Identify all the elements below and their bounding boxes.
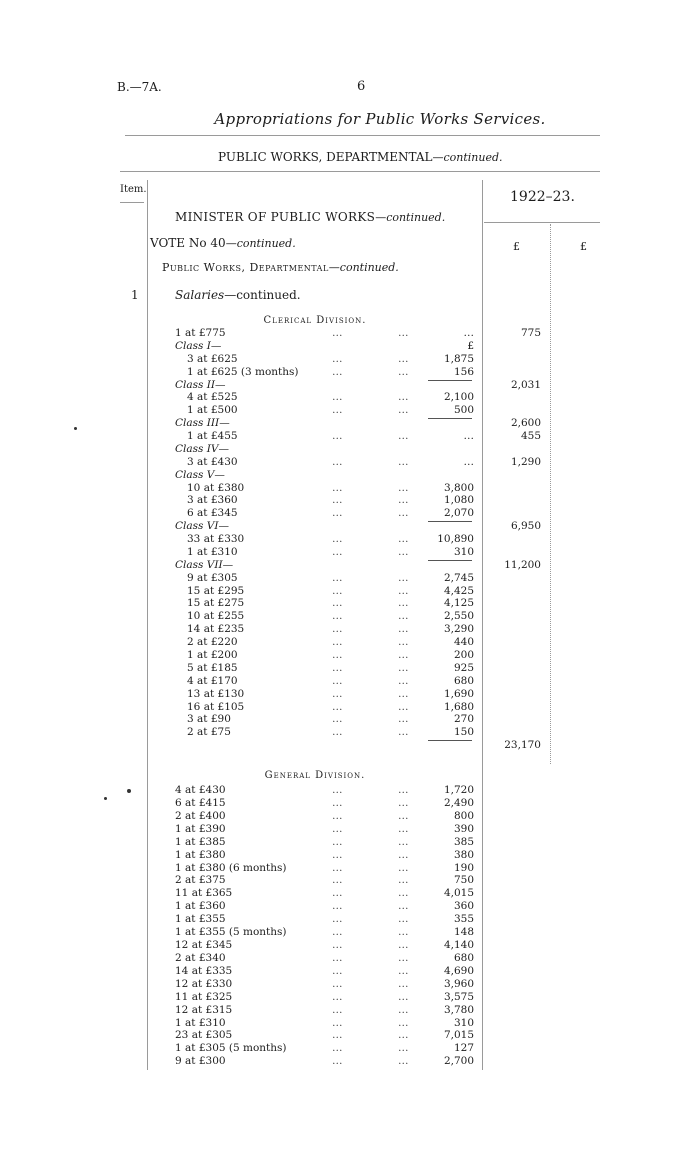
leader-dots: … [332, 687, 345, 700]
leader-dots: … [398, 571, 411, 584]
table-row [0, 469, 700, 482]
table-row [0, 353, 700, 366]
table-row [0, 572, 700, 585]
leader-dots: … [398, 990, 411, 1003]
leader-dots: … [332, 874, 345, 887]
year-header-rule [484, 222, 600, 223]
sum-rule [428, 521, 472, 522]
item-header-rule [120, 202, 144, 203]
minister-heading [175, 210, 445, 224]
subtotal-amount: 2,600 [510, 417, 541, 430]
subtotal-amount: 6,950 [510, 520, 541, 533]
leader-dots: … [332, 809, 345, 822]
item-number: 1 [131, 288, 139, 302]
leader-dots: … [332, 545, 345, 558]
leader-dots: … [332, 365, 345, 378]
table-row [0, 1029, 700, 1042]
leader-dots: … [332, 1042, 345, 1055]
sum-rule [428, 380, 472, 381]
table-row [0, 494, 700, 507]
line-amount: 750 [453, 874, 474, 887]
leader-dots: … [332, 391, 345, 404]
salary-line-label: 1 at £355 (5 months) [175, 926, 287, 939]
page-subtitle [218, 150, 503, 164]
leader-dots: … [398, 874, 411, 887]
leader-dots: … [332, 674, 345, 687]
salary-line-label: 1 at £310 [187, 545, 238, 558]
line-amount: 4,140 [443, 939, 474, 952]
line-amount: 148 [453, 926, 474, 939]
leader-dots: … [398, 822, 411, 835]
line-amount: 360 [453, 900, 474, 913]
salary-line-label: 1 at £200 [187, 649, 238, 661]
table-row [0, 585, 700, 598]
salary-line-label: 6 at £415 [175, 796, 226, 809]
table-row [0, 739, 700, 752]
table-row [0, 1055, 700, 1068]
table-row [0, 965, 700, 978]
leader-dots: … [398, 977, 411, 990]
line-amount: 385 [453, 835, 474, 848]
leader-dots: … [332, 977, 345, 990]
table-row [0, 623, 700, 636]
line-amount: 390 [453, 822, 474, 835]
leader-dots: … [398, 951, 411, 964]
leader-dots: … [332, 939, 345, 952]
clerical-division-heading: Clerical Division. [263, 315, 367, 326]
salary-line-label: 1 at £360 [175, 900, 226, 913]
line-amount: 4,125 [443, 597, 474, 610]
table-row [0, 887, 700, 900]
table-row [0, 610, 700, 623]
table-row [0, 662, 700, 675]
leader-dots: … [332, 404, 345, 417]
subtotal-amount: 11,200 [504, 558, 541, 571]
leader-dots: … [398, 784, 411, 796]
leader-dots: … [332, 1016, 345, 1029]
leader-dots: … [398, 1003, 411, 1016]
leader-dots: … [398, 481, 411, 494]
table-top-rule [120, 171, 600, 172]
salary-line-label: 14 at £235 [187, 623, 245, 636]
subtotal-amount: 23,170 [504, 739, 541, 752]
leader-dots: … [332, 990, 345, 1003]
leader-dots: … [332, 623, 345, 636]
salary-line-label: 2 at £400 [175, 809, 226, 822]
item-column-header: Item. [120, 184, 147, 195]
line-amount: 3,780 [443, 1003, 474, 1016]
table-row [0, 810, 700, 823]
leader-dots: … [398, 365, 411, 378]
salary-line-label: 1 at £380 (6 months) [175, 861, 287, 874]
salary-line-label: 3 at £625 [187, 352, 238, 365]
table-row [0, 978, 700, 991]
table-row [0, 533, 700, 546]
leader-dots: … [398, 327, 411, 339]
leader-dots: … [398, 352, 411, 365]
leader-dots: … [398, 494, 411, 507]
class-heading: Class VI— [175, 520, 229, 533]
leader-dots: … [398, 1042, 411, 1055]
table-row [0, 726, 700, 739]
leader-dots: … [332, 507, 345, 520]
leader-dots: … [398, 584, 411, 597]
table-row [0, 520, 700, 533]
line-amount: 380 [453, 848, 474, 861]
line-amount: 1,680 [443, 700, 474, 713]
table-row [0, 675, 700, 688]
leader-dots: … [398, 900, 411, 913]
line-amount: 680 [453, 674, 474, 687]
table-row [0, 507, 700, 520]
minister-heading-main: MINISTER OF PUBLIC WORKS [175, 210, 376, 224]
line-amount: 200 [453, 649, 474, 661]
line-amount: … [463, 430, 474, 443]
table-row [0, 784, 700, 797]
class-heading: Class I— [175, 339, 222, 352]
table-row [0, 636, 700, 649]
salaries-heading-main: Salaries [175, 288, 225, 302]
leader-dots: … [332, 481, 345, 494]
salary-line-label: 12 at £330 [175, 977, 233, 990]
leader-dots: … [332, 430, 345, 443]
salary-line-label: 1 at £625 (3 months) [187, 365, 299, 378]
line-amount: 2,490 [443, 796, 474, 809]
salary-line-label: 5 at £185 [187, 661, 238, 674]
salary-line-label: 2 at £220 [187, 636, 238, 649]
table-row [0, 926, 700, 939]
leader-dots: … [332, 726, 345, 739]
class-heading: Class III— [175, 417, 230, 430]
leader-dots: … [398, 610, 411, 623]
salary-line-label: 14 at £335 [175, 964, 233, 977]
leader-dots: … [332, 887, 345, 900]
table-row [0, 713, 700, 726]
leader-dots: … [398, 533, 411, 546]
scan-speck [127, 789, 131, 793]
leader-dots: … [332, 455, 345, 468]
leader-dots: … [332, 597, 345, 610]
table-row [0, 417, 700, 430]
leader-dots: … [332, 822, 345, 835]
year-column-header: 1922–23. [510, 189, 575, 205]
leader-dots: … [398, 430, 411, 443]
table-row [0, 366, 700, 379]
salary-line-label: 12 at £345 [175, 939, 233, 952]
line-amount: 1,875 [443, 352, 474, 365]
table-row [0, 862, 700, 875]
leader-dots: … [398, 674, 411, 687]
leader-dots: … [332, 926, 345, 939]
leader-dots: … [332, 964, 345, 977]
leader-dots: … [332, 571, 345, 584]
table-row [0, 456, 700, 469]
subtitle-main: PUBLIC WORKS, DEPARTMENTAL [218, 150, 433, 164]
table-row [0, 874, 700, 887]
leader-dots: … [398, 507, 411, 520]
title-rule [125, 135, 600, 136]
table-row [0, 379, 700, 392]
pound-sign-col1: £ [513, 240, 520, 253]
leader-dots: … [398, 661, 411, 674]
line-amount: 310 [453, 1016, 474, 1029]
line-amount: 156 [453, 365, 474, 378]
leader-dots: … [398, 887, 411, 900]
leader-dots: … [398, 404, 411, 417]
salary-line-label: 11 at £325 [175, 990, 233, 1003]
line-amount: 2,550 [443, 610, 474, 623]
table-row [0, 327, 700, 340]
leader-dots: … [398, 700, 411, 713]
leader-dots: … [332, 900, 345, 913]
table-row [0, 849, 700, 862]
table-row [0, 649, 700, 662]
class-heading: Class II— [175, 378, 226, 391]
page-title [0, 110, 700, 128]
line-amount: 1,720 [443, 784, 474, 796]
line-amount: 800 [453, 809, 474, 822]
salary-line-label: 10 at £255 [187, 610, 245, 623]
line-amount: 7,015 [443, 1029, 474, 1042]
line-amount: 310 [453, 545, 474, 558]
leader-dots: … [332, 861, 345, 874]
class-heading: Class V— [175, 468, 225, 481]
leader-dots: … [398, 391, 411, 404]
line-amount: 2,100 [443, 391, 474, 404]
leader-dots: … [398, 848, 411, 861]
line-amount: 680 [453, 951, 474, 964]
leader-dots: … [398, 597, 411, 610]
table-row [0, 546, 700, 559]
line-amount: 440 [453, 636, 474, 649]
line-amount: 355 [453, 913, 474, 926]
leader-dots: … [332, 835, 345, 848]
leader-dots: … [398, 913, 411, 926]
sum-rule [428, 418, 472, 419]
salary-line-label: 15 at £295 [187, 584, 245, 597]
line-amount: 127 [453, 1042, 474, 1055]
salary-line-label: 2 at £75 [187, 726, 231, 739]
leader-dots: … [332, 584, 345, 597]
salary-line-label: 13 at £130 [187, 687, 245, 700]
line-amount: 2,070 [443, 507, 474, 520]
line-amount: 4,690 [443, 964, 474, 977]
sum-rule [428, 740, 472, 741]
leader-dots: … [398, 926, 411, 939]
line-amount: … [463, 455, 474, 468]
leader-dots: … [398, 939, 411, 952]
table-row [0, 443, 700, 456]
leader-dots: … [332, 533, 345, 546]
sum-rule [428, 560, 472, 561]
leader-dots: … [398, 713, 411, 726]
class-heading: Class VII— [175, 558, 234, 571]
leader-dots: … [332, 649, 345, 661]
salary-line-label: 6 at £345 [187, 507, 238, 520]
salary-line-label: 1 at £310 [175, 1016, 226, 1029]
vote-heading-continued: —continued. [225, 237, 296, 250]
line-amount: 1,080 [443, 494, 474, 507]
table-row [0, 430, 700, 443]
line-amount: 1,690 [443, 687, 474, 700]
salaries-heading [175, 288, 301, 302]
sub-vote-heading-main: Public Works, Departmental [162, 261, 329, 274]
salary-line-label: 10 at £380 [187, 481, 245, 494]
subtitle-continued: —continued. [432, 151, 503, 164]
table-row [0, 939, 700, 952]
leader-dots: … [332, 951, 345, 964]
pound-sign-col2: £ [580, 240, 587, 253]
leader-dots: … [398, 687, 411, 700]
leader-dots: … [332, 700, 345, 713]
line-amount: 2,745 [443, 571, 474, 584]
leader-dots: … [332, 713, 345, 726]
leader-dots: … [332, 661, 345, 674]
line-amount: £ [467, 339, 474, 352]
salary-line-label: 4 at £525 [187, 391, 238, 404]
salary-line-label: 16 at £105 [187, 700, 245, 713]
leader-dots: … [332, 1055, 345, 1068]
table-row [0, 482, 700, 495]
salary-line-label: 1 at £385 [175, 835, 226, 848]
table-row [0, 900, 700, 913]
sub-vote-heading [162, 261, 399, 274]
leader-dots: … [332, 784, 345, 796]
leader-dots: … [398, 796, 411, 809]
leader-dots: … [398, 835, 411, 848]
leader-dots: … [332, 494, 345, 507]
salary-line-label: 1 at £455 [187, 430, 238, 443]
scan-speck [104, 797, 107, 800]
table-row [0, 836, 700, 849]
line-amount: 150 [453, 726, 474, 739]
table-row [0, 701, 700, 714]
minister-heading-continued: —continued. [375, 211, 446, 224]
subtotal-amount: 775 [520, 327, 541, 339]
line-amount: … [463, 327, 474, 339]
salary-line-label: 1 at £775 [175, 327, 226, 339]
line-amount: 10,890 [437, 533, 474, 546]
leader-dots: … [398, 455, 411, 468]
page-title-text: Appropriations for Public Works Services. [214, 110, 546, 128]
salary-line-label: 12 at £315 [175, 1003, 233, 1016]
table-row [0, 913, 700, 926]
subtotal-amount: 1,290 [510, 455, 541, 468]
table-row [0, 991, 700, 1004]
line-amount: 3,575 [443, 990, 474, 1003]
salary-line-label: 15 at £275 [187, 597, 245, 610]
page-number: 6 [357, 79, 366, 94]
table-row [0, 597, 700, 610]
line-amount: 2,700 [443, 1055, 474, 1068]
salary-line-label: 2 at £340 [175, 951, 226, 964]
salary-line-label: 3 at £430 [187, 455, 238, 468]
salary-line-label: 9 at £305 [187, 571, 238, 584]
salary-line-label: 1 at £355 [175, 913, 226, 926]
leader-dots: … [398, 649, 411, 661]
leader-dots: … [332, 796, 345, 809]
line-amount: 3,960 [443, 977, 474, 990]
table-row [0, 1017, 700, 1030]
salary-line-label: 2 at £375 [175, 874, 226, 887]
salary-line-label: 4 at £430 [175, 784, 226, 796]
leader-dots: … [398, 545, 411, 558]
salary-line-label: 1 at £380 [175, 848, 226, 861]
subtotal-amount: 2,031 [510, 378, 541, 391]
salary-line-label: 1 at £390 [175, 822, 226, 835]
subtotal-amount: 455 [520, 430, 541, 443]
leader-dots: … [398, 636, 411, 649]
salary-line-label: 11 at £365 [175, 887, 233, 900]
leader-dots: … [398, 1016, 411, 1029]
leader-dots: … [398, 1055, 411, 1068]
salaries-heading-continued: —continued. [224, 288, 301, 302]
leader-dots: … [332, 1003, 345, 1016]
leader-dots: … [332, 1029, 345, 1042]
leader-dots: … [332, 610, 345, 623]
table-row [0, 391, 700, 404]
leader-dots: … [332, 352, 345, 365]
table-row [0, 823, 700, 836]
leader-dots: … [332, 636, 345, 649]
table-row [0, 559, 700, 572]
vote-heading-main: VOTE No 40 [150, 236, 226, 250]
leader-dots: … [398, 1029, 411, 1042]
table-row [0, 952, 700, 965]
sub-vote-heading-continued: —continued. [328, 261, 399, 274]
table-row [0, 1004, 700, 1017]
line-amount: 190 [453, 861, 474, 874]
class-heading: Class IV— [175, 442, 229, 455]
general-division-heading: General Division. [264, 770, 366, 781]
leader-dots: … [398, 861, 411, 874]
leader-dots: … [398, 964, 411, 977]
salary-line-label: 33 at £330 [187, 533, 245, 546]
salary-line-label: 1 at £500 [187, 404, 238, 417]
salary-line-label: 23 at £305 [175, 1029, 233, 1042]
leader-dots: … [398, 726, 411, 739]
salary-line-label: 3 at £360 [187, 494, 238, 507]
leader-dots: … [332, 848, 345, 861]
leader-dots: … [398, 623, 411, 636]
salary-line-label: 4 at £170 [187, 674, 238, 687]
table-row [0, 340, 700, 353]
line-amount: 4,015 [443, 887, 474, 900]
line-amount: 925 [453, 661, 474, 674]
line-amount: 3,800 [443, 481, 474, 494]
scan-speck [74, 427, 77, 430]
salary-line-label: 1 at £305 (5 months) [175, 1042, 287, 1055]
table-row [0, 404, 700, 417]
leader-dots: … [332, 913, 345, 926]
leader-dots: … [398, 809, 411, 822]
leader-dots: … [332, 327, 345, 339]
table-row [0, 1042, 700, 1055]
line-amount: 3,290 [443, 623, 474, 636]
vote-heading [150, 236, 296, 250]
line-amount: 4,425 [443, 584, 474, 597]
salary-line-label: 3 at £90 [187, 713, 231, 726]
document-reference: B.—7A. [117, 80, 162, 94]
salary-line-label: 9 at £300 [175, 1055, 226, 1068]
table-row [0, 688, 700, 701]
line-amount: 270 [453, 713, 474, 726]
line-amount: 500 [453, 404, 474, 417]
